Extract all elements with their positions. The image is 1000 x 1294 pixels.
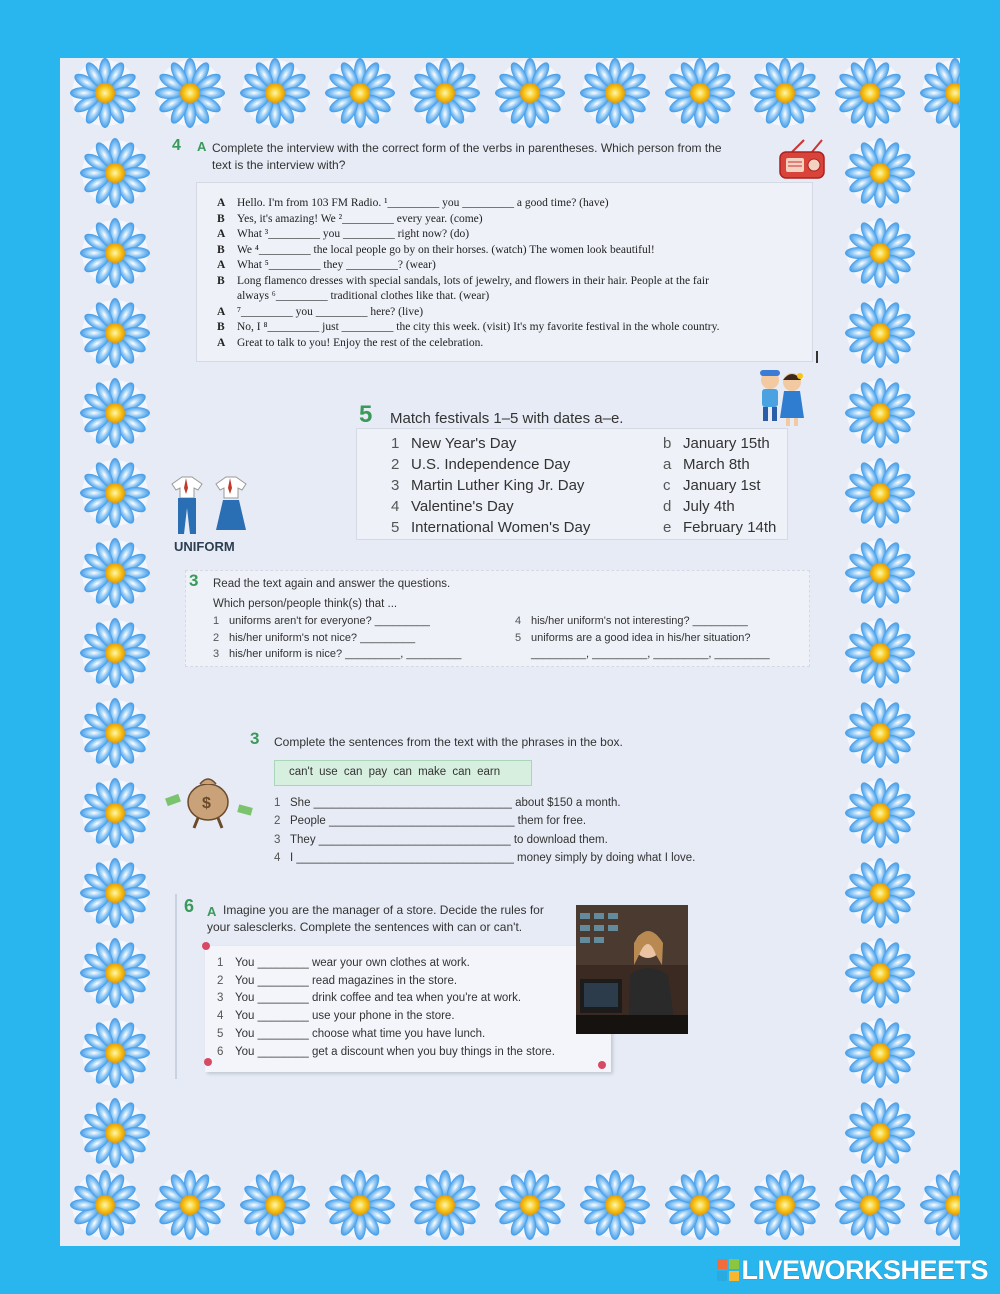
dialogue-line	[217, 196, 720, 212]
exercise-6-instruction-2: your salesclerks. Complete the sentences with can or can't.	[207, 920, 523, 934]
flower-icon	[80, 858, 150, 928]
question-item	[515, 613, 770, 630]
dialogue-text: We ⁴_________ the local people go by on their horses. (watch) The women look beautiful!	[237, 243, 655, 256]
question-item	[213, 613, 461, 630]
rule-text: You ________ choose what time you have lunch.	[235, 1027, 486, 1040]
rule-text: You ________ wear your own clothes at work.	[235, 957, 470, 969]
flower-icon	[80, 1098, 150, 1168]
salesclerk-photo	[576, 905, 688, 1034]
sentence-item	[274, 831, 695, 849]
speaker-label: B	[217, 243, 225, 256]
exercise-4-instruction	[212, 140, 732, 174]
rule-text: You ________ get a discount when you buy things in the store.	[235, 1045, 555, 1058]
flower-icon	[80, 298, 150, 368]
dialogue-line	[217, 212, 720, 228]
dialogue-text: Yes, it's amazing! We ²_________ every year. (come)	[237, 212, 483, 225]
flower-icon	[70, 58, 140, 128]
sentence-completion-list	[274, 794, 695, 867]
dialogue-text: always ⁶_________ traditional clothes like that. (wear)	[237, 290, 490, 302]
dialogue-line	[217, 336, 720, 352]
festival-date: July 4th	[683, 498, 735, 515]
pin-icon	[204, 1058, 212, 1066]
flower-icon	[845, 938, 915, 1008]
worksheet-page	[60, 58, 960, 1246]
speaker-label: A	[217, 305, 226, 318]
dialogue-line	[217, 289, 720, 305]
question-number: 2	[213, 631, 220, 644]
question-item	[213, 646, 461, 663]
question-number: 4	[515, 615, 522, 627]
sentence-text: I __________________________________ money simply by doing what I love.	[290, 851, 696, 864]
flower-icon	[325, 1170, 395, 1240]
questions-right-list	[515, 613, 770, 663]
rule-number: 3	[217, 992, 224, 1005]
festival-list	[391, 435, 786, 540]
rule-number: 1	[217, 957, 224, 969]
sentence-number: 2	[274, 815, 281, 828]
festival-date: February 14th	[683, 519, 777, 536]
divider-mark	[816, 351, 818, 363]
flower-icon	[325, 58, 395, 128]
flower-icon	[495, 58, 565, 128]
dialogue-text: What ⁵_________ they _________? (wear)	[237, 259, 436, 271]
rule-item	[217, 973, 555, 991]
rule-number: 2	[217, 974, 224, 987]
exercise-3b-number: 3	[250, 729, 260, 748]
flower-icon	[845, 618, 915, 688]
rule-text: You ________ drink coffee and tea when you're at work.	[235, 992, 522, 1005]
question-text: his/her uniform's not interesting? _________	[531, 615, 748, 627]
festival-name: Martin Luther King Jr. Day	[411, 477, 585, 494]
uniform-illustration	[168, 474, 258, 536]
flower-icon	[845, 858, 915, 928]
exercise-4-number: 4	[172, 137, 181, 154]
flower-icon	[845, 1098, 915, 1168]
money-bag-icon	[164, 770, 260, 832]
flower-icon	[835, 1170, 905, 1240]
flower-icon	[410, 1170, 480, 1240]
speaker-label: A	[217, 228, 226, 240]
rule-item	[217, 1008, 555, 1026]
flower-icon	[845, 138, 915, 208]
festival-row	[391, 498, 786, 519]
flower-icon	[80, 938, 150, 1008]
exercise-3a-instruction: Read the text again and answer the questions.	[213, 578, 451, 590]
festival-name: U.S. Independence Day	[411, 456, 571, 473]
rule-number: 4	[217, 1010, 224, 1023]
flower-icon	[80, 378, 150, 448]
dialogue-line	[217, 258, 720, 274]
sentence-text: She _______________________________ about $150 a month.	[290, 797, 621, 809]
sentence-item	[274, 794, 695, 812]
brand-logo-icon	[717, 1257, 739, 1279]
sentence-text: People _____________________________ them for free.	[290, 815, 587, 828]
question-text: uniforms are a good idea in his/her situation?	[531, 631, 751, 644]
rule-item	[217, 1026, 555, 1044]
festival-match-box	[356, 428, 788, 540]
question-text: his/her uniform is nice? _________, _________	[229, 648, 462, 660]
flower-icon	[495, 1170, 565, 1240]
brand-logo	[717, 1255, 988, 1286]
flower-icon	[80, 458, 150, 528]
flower-icon	[845, 778, 915, 848]
dialogue-text: ⁷_________ you _________ here? (live)	[237, 305, 424, 318]
dialogue-text: What ³_________ you _________ right now? (do)	[237, 228, 470, 240]
flower-icon	[80, 218, 150, 288]
flower-icon	[835, 58, 905, 128]
rule-text: You ________ use your phone in the store.	[235, 1010, 455, 1023]
festival-row	[391, 519, 786, 540]
questions-left-list	[213, 613, 461, 663]
rule-item	[217, 955, 555, 973]
festival-name: International Women's Day	[411, 519, 591, 536]
festival-number: 3	[391, 477, 400, 494]
flower-icon	[580, 1170, 650, 1240]
interview-dialogue	[217, 196, 720, 351]
flower-icon	[80, 138, 150, 208]
flower-icon	[70, 1170, 140, 1240]
dialogue-text: Long flamenco dresses with special sandals, lots of jewelry, and flowers in their hair. People at the fair	[237, 274, 709, 287]
radio-icon	[778, 138, 826, 182]
flower-icon	[665, 1170, 735, 1240]
flower-icon	[845, 298, 915, 368]
dialogue-line	[217, 227, 720, 243]
sentence-item	[274, 812, 695, 830]
speaker-label: B	[217, 274, 225, 287]
exercise-4-instruction-text: Complete the interview with the correct form of the verbs in parentheses. Which person from the text is the interview with?	[212, 141, 722, 172]
rule-item	[217, 990, 555, 1008]
dialogue-text: Hello. I'm from 103 FM Radio. ¹_________ you _________ a good time? (have)	[237, 197, 609, 209]
speaker-label: B	[217, 212, 225, 225]
dialogue-line	[217, 243, 720, 259]
sentence-text: They ______________________________ to download them.	[290, 833, 608, 846]
question-number: 5	[515, 631, 522, 644]
rule-text: You ________ read magazines in the store.	[235, 974, 458, 987]
dialogue-line	[217, 305, 720, 321]
festival-name: New Year's Day	[411, 435, 517, 452]
flower-icon	[80, 1018, 150, 1088]
festival-row	[391, 477, 786, 498]
exercise-3a-number: 3	[189, 571, 199, 590]
flower-icon	[240, 58, 310, 128]
exercise-3b-instruction: Complete the sentences from the text with the phrases in the box.	[274, 735, 623, 749]
festival-number: 4	[391, 498, 400, 515]
festival-date: March 8th	[683, 456, 750, 473]
flower-icon	[80, 778, 150, 848]
question-number	[515, 646, 531, 663]
uniform-label: UNIFORM	[174, 539, 235, 554]
flower-icon	[920, 58, 960, 128]
flower-icon	[845, 698, 915, 768]
question-text: _________, _________, _________, _________	[531, 648, 770, 660]
brand-logo-text: LIVEWORKSHEETS	[741, 1255, 988, 1285]
speaker-label: B	[217, 321, 225, 333]
flower-icon	[920, 1170, 960, 1240]
speaker-label: A	[217, 197, 226, 209]
exercise-6-part: A	[207, 904, 217, 919]
festival-name: Valentine's Day	[411, 498, 514, 515]
question-number: 1	[213, 615, 220, 627]
flower-icon	[410, 58, 480, 128]
question-text: his/her uniform's not nice? _________	[229, 631, 416, 644]
date-letter: b	[663, 435, 672, 452]
flower-icon	[155, 1170, 225, 1240]
festival-number: 2	[391, 456, 400, 473]
rules-box	[205, 946, 611, 1072]
flower-icon	[750, 1170, 820, 1240]
exercise-3a-lead: Which person/people think(s) that ...	[213, 598, 398, 610]
speaker-label: A	[217, 259, 226, 271]
flower-icon	[80, 618, 150, 688]
flower-icon	[845, 378, 915, 448]
festival-number: 5	[391, 519, 400, 536]
festival-row	[391, 456, 786, 477]
question-item	[515, 646, 770, 663]
dialogue-text: Great to talk to you! Enjoy the rest of the celebration.	[237, 336, 484, 349]
sentence-number: 4	[274, 851, 281, 864]
date-letter: a	[663, 456, 672, 473]
sentence-number: 1	[274, 797, 281, 809]
children-illustration	[753, 366, 809, 428]
flower-icon	[80, 698, 150, 768]
flower-icon	[750, 58, 820, 128]
rule-number: 6	[217, 1045, 224, 1058]
pin-icon	[598, 1061, 606, 1069]
date-letter: d	[663, 498, 672, 515]
sentence-number: 3	[274, 833, 281, 846]
dialogue-text: No, I ⁸_________ just _________ the city this week. (visit) It's my favorite festival in the whole country.	[237, 321, 720, 333]
flower-icon	[155, 58, 225, 128]
flower-icon	[845, 458, 915, 528]
date-letter: c	[663, 477, 671, 494]
svg-text:$: $	[202, 795, 211, 812]
rules-list	[217, 955, 555, 1061]
speaker-label: A	[217, 336, 226, 349]
question-number: 3	[213, 648, 220, 660]
flower-icon	[845, 218, 915, 288]
flower-icon	[580, 58, 650, 128]
question-text: uniforms aren't for everyone? _________	[229, 615, 430, 627]
exercise-5-number: 5	[359, 401, 373, 428]
exercise-6-instruction-1: Imagine you are the manager of a store. Decide the rules for	[223, 903, 544, 917]
exercise-6-number: 6	[184, 896, 195, 916]
festival-row	[391, 435, 786, 456]
flower-icon	[845, 538, 915, 608]
speaker-label	[217, 289, 237, 305]
exercise-5-instruction: Match festivals 1–5 with dates a–e.	[390, 410, 624, 427]
festival-date: January 1st	[683, 477, 761, 494]
festival-date: January 15th	[683, 435, 770, 452]
pin-icon	[202, 942, 210, 950]
dialogue-line	[217, 320, 720, 336]
rule-item	[217, 1044, 555, 1062]
flower-icon	[665, 58, 735, 128]
question-item	[515, 630, 770, 647]
flower-icon	[845, 1018, 915, 1088]
sentence-item	[274, 849, 695, 867]
interview-box	[196, 182, 813, 362]
dialogue-line	[217, 274, 720, 290]
phrase-box: can't use can pay can make can earn	[274, 760, 532, 786]
festival-number: 1	[391, 435, 400, 452]
date-letter: e	[663, 519, 672, 536]
question-item	[213, 630, 461, 647]
exercise-4-part: A	[197, 139, 207, 154]
rule-number: 5	[217, 1027, 224, 1040]
flower-icon	[80, 538, 150, 608]
flower-icon	[240, 1170, 310, 1240]
